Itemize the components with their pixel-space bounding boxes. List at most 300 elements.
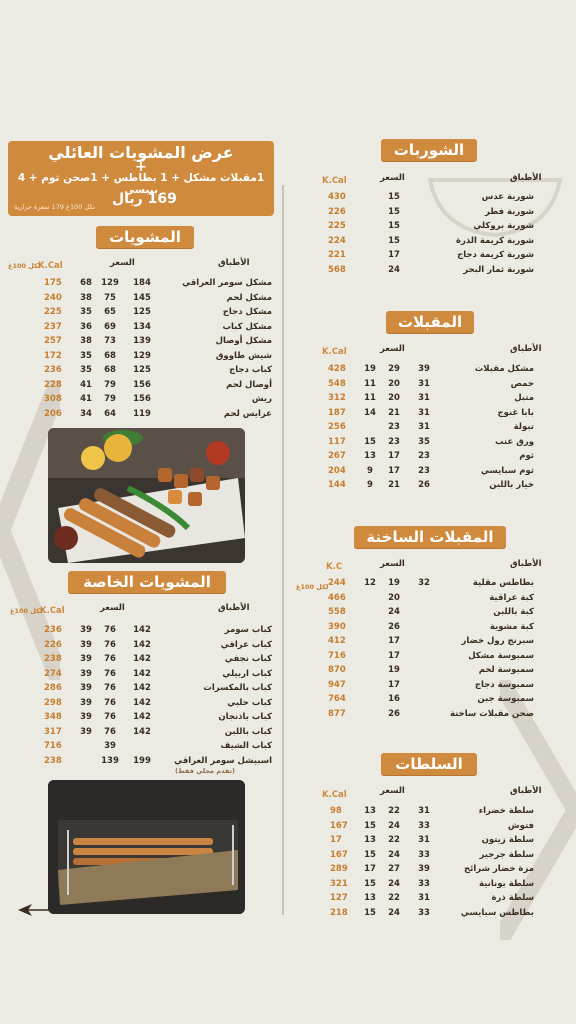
dish-name: ثوم سبايسي: [480, 465, 534, 476]
menu-row: [290, 593, 534, 608]
dish-price: 15: [364, 907, 376, 918]
dish-price: 24: [388, 849, 400, 860]
dish-price: 24: [388, 820, 400, 831]
skewer-display-photo: [48, 780, 245, 914]
dish-kcal: 204: [328, 465, 346, 476]
menu-row: [290, 466, 534, 481]
grill-platter-photo: [48, 428, 245, 563]
dish-name: كباب الشيف: [220, 741, 272, 751]
dish-name: فتوش: [507, 820, 534, 831]
soups-col-kcal: K.Cal: [322, 176, 347, 186]
dish-name: ريش: [251, 394, 272, 404]
dish-price: 64: [104, 408, 116, 419]
dish-price: 11: [364, 393, 376, 403]
dish-kcal: 144: [328, 480, 346, 490]
dish-kcal: 240: [44, 292, 62, 303]
dish-price: 41: [80, 394, 92, 404]
dish-price: 39: [80, 697, 92, 708]
dish-price: 31: [418, 393, 430, 403]
dish-kcal: 187: [328, 407, 346, 418]
dish-price: 142: [133, 639, 151, 650]
dish-price: 39: [80, 712, 92, 722]
dish-price: 13: [364, 835, 376, 845]
salads-col-dishes: الأطباق: [510, 786, 542, 796]
dish-price: 33: [418, 820, 430, 831]
dish-price: 17: [388, 679, 400, 690]
dish-price: 156: [133, 394, 151, 404]
skewer-display-image-icon: [48, 780, 245, 914]
dish-name: مشكل مقبلات: [474, 364, 534, 374]
dish-name: كباب سومر: [224, 625, 272, 635]
dish-price: 39: [104, 741, 116, 751]
dish-price: 142: [133, 726, 151, 737]
special-note: (تقدم محلي فقط): [175, 767, 235, 775]
dish-name: كبة مشوية: [489, 621, 534, 632]
dish-name: عرايس لحم: [223, 408, 272, 419]
soups-list: [290, 192, 534, 279]
dish-price: 22: [388, 806, 400, 816]
soups-col-price: السعر: [380, 173, 405, 183]
menu-row: [10, 322, 272, 337]
dish-price: 16: [388, 694, 400, 704]
dish-price: 15: [364, 878, 376, 889]
dish-price: 17: [388, 650, 400, 661]
dish-name: سلطة خضراء: [478, 806, 534, 816]
dish-kcal: 17: [330, 835, 342, 845]
dish-price: 19: [388, 665, 400, 675]
dish-kcal: 308: [44, 394, 62, 404]
dish-price: 38: [80, 292, 92, 303]
grills-list: [10, 278, 272, 423]
menu-row: [10, 625, 272, 640]
dish-name: سلطة يونانية: [479, 878, 534, 889]
family-grill-offer: [8, 141, 274, 216]
menu-row: [10, 293, 272, 308]
dish-price: 129: [101, 278, 119, 288]
dish-name: كباب نجفي: [224, 654, 272, 664]
menu-row: [10, 654, 272, 669]
dish-kcal: 221: [328, 250, 346, 260]
grills-col-price: السعر: [110, 258, 135, 268]
dish-price: 79: [104, 394, 116, 404]
dish-name: شوربة كريمة دجاج: [457, 250, 534, 260]
menu-row: [290, 636, 534, 651]
dish-kcal: 877: [328, 708, 346, 719]
menu-row: [290, 835, 534, 850]
salads-section-title: السلطات: [381, 753, 477, 775]
menu-row: [10, 307, 272, 322]
dish-price: 20: [388, 592, 400, 603]
special-col-price: السعر: [100, 603, 125, 613]
dish-price: 13: [364, 893, 376, 903]
dish-price: 35: [80, 365, 92, 375]
dish-name: سمبوسة جبن: [477, 694, 534, 704]
appetizers-col-price: السعر: [380, 344, 405, 354]
dish-kcal: 298: [44, 697, 62, 708]
dish-kcal: 548: [328, 378, 346, 389]
salads-col-kcal: K.Cal: [322, 790, 347, 800]
menu-row: [10, 640, 272, 655]
menu-row: [290, 480, 534, 495]
dish-price: 17: [388, 465, 400, 476]
dish-name: خيار باللبن: [489, 480, 534, 490]
dish-name: كبة عراقية: [489, 592, 534, 603]
appetizers-list: [290, 364, 534, 495]
dish-price: 17: [388, 451, 400, 461]
dish-price: 35: [80, 307, 92, 317]
dish-price: 9: [367, 465, 373, 476]
dish-price: 76: [104, 639, 116, 650]
dish-kcal: 412: [328, 636, 346, 646]
dish-name: مشكل سومر العراقي: [182, 278, 272, 288]
dish-kcal: 321: [330, 878, 348, 889]
dish-name: تبولة: [513, 422, 534, 432]
dish-price: 17: [388, 250, 400, 260]
dish-price: 15: [388, 221, 400, 231]
menu-row: [290, 393, 534, 408]
dish-price: 134: [133, 321, 151, 332]
menu-row: [290, 236, 534, 251]
salads-list: [290, 806, 534, 922]
menu-row: [290, 265, 534, 280]
dish-price: 15: [364, 820, 376, 831]
dish-kcal: 716: [44, 741, 62, 751]
dish-kcal: 206: [44, 408, 62, 419]
hot-per100: لكل 100غ: [296, 583, 329, 591]
dish-kcal: 286: [44, 683, 62, 693]
soups-col-dishes: الأطباق: [510, 173, 542, 183]
dish-kcal: 267: [328, 451, 346, 461]
dish-kcal: 764: [328, 694, 346, 704]
dish-price: 39: [80, 726, 92, 737]
offer-title: عرض المشويات العائلي: [48, 143, 234, 162]
dish-name: متبل: [514, 393, 534, 403]
menu-row: [290, 864, 534, 879]
dish-price: 31: [418, 378, 430, 389]
dish-price: 39: [418, 364, 430, 374]
menu-row: [10, 380, 272, 395]
dish-name: مشكل دجاج: [222, 307, 272, 317]
dish-kcal: 127: [330, 893, 348, 903]
decorative-arrow-icon: [18, 903, 54, 917]
hot-appetizers-section-title: المقبلات الساخنة: [354, 526, 506, 548]
dish-price: 23: [388, 422, 400, 432]
dish-price: 199: [133, 755, 151, 766]
dish-kcal: 430: [328, 192, 346, 202]
offer-price: 169 ريال: [112, 191, 177, 207]
dish-kcal: 274: [44, 668, 62, 679]
special-col-dishes: الأطباق: [218, 603, 250, 613]
dish-name: شوربة كريمة الذرة: [455, 235, 534, 246]
dish-price: 75: [104, 292, 116, 303]
dish-price: 19: [388, 578, 400, 588]
dish-kcal: 172: [44, 350, 62, 361]
offer-plus: +: [135, 159, 147, 175]
dish-price: 39: [80, 654, 92, 664]
dish-price: 26: [418, 480, 430, 490]
dish-price: 142: [133, 654, 151, 664]
dish-name: كباب باللبن: [224, 726, 272, 737]
dish-price: 23: [388, 436, 400, 447]
dish-price: 20: [388, 393, 400, 403]
dish-price: 11: [364, 378, 376, 389]
menu-row: [10, 712, 272, 727]
dish-price: 76: [104, 683, 116, 693]
dish-price: 24: [388, 907, 400, 918]
menu-row: [290, 451, 534, 466]
dish-price: 142: [133, 625, 151, 635]
dish-price: 21: [388, 407, 400, 418]
dish-price: 22: [388, 835, 400, 845]
menu-row: [290, 578, 534, 593]
menu-row: [10, 741, 272, 756]
dish-name: ثوم: [519, 451, 534, 461]
dish-price: 15: [364, 436, 376, 447]
dish-price: 36: [80, 321, 92, 332]
dish-kcal: 256: [328, 422, 346, 432]
dish-name: كباب باذنجان: [218, 712, 272, 722]
dish-price: 125: [133, 365, 151, 375]
dish-price: 68: [104, 365, 116, 375]
dish-price: 76: [104, 726, 116, 737]
special-per100: لكل 100غ: [10, 607, 43, 615]
dish-kcal: 244: [328, 578, 346, 588]
dish-name: كباب اربيلي: [222, 668, 272, 679]
dish-kcal: 167: [330, 849, 348, 860]
dish-kcal: 218: [330, 907, 348, 918]
menu-row: [290, 908, 534, 923]
dish-price: 21: [388, 480, 400, 490]
dish-price: 139: [133, 336, 151, 346]
grill-platter-image-icon: [48, 428, 245, 563]
dish-price: 69: [104, 321, 116, 332]
menu-row: [290, 622, 534, 637]
dish-name: شوربة بروكلي: [473, 221, 534, 231]
dish-price: 39: [80, 683, 92, 693]
dish-name: بطاطس سبايسي: [460, 907, 534, 918]
dish-price: 20: [388, 378, 400, 389]
dish-kcal: 348: [44, 712, 62, 722]
dish-name: كباب دجاج: [229, 365, 272, 375]
dish-price: 35: [80, 350, 92, 361]
dish-price: 26: [388, 621, 400, 632]
dish-price: 76: [104, 625, 116, 635]
menu-row: [290, 422, 534, 437]
dish-name: سلطة زيتون: [481, 835, 534, 845]
column-divider: [282, 185, 284, 915]
dish-kcal: 167: [330, 820, 348, 831]
dish-price: 76: [104, 654, 116, 664]
dish-name: شوربة عدس: [481, 192, 534, 202]
menu-row: [290, 437, 534, 452]
special-list: [10, 625, 272, 770]
dish-name: مزة خضار شرائح: [464, 864, 534, 874]
dish-price: 34: [80, 408, 92, 419]
dish-kcal: 226: [44, 639, 62, 650]
dish-price: 125: [133, 307, 151, 317]
dish-price: 76: [104, 668, 116, 679]
menu-row: [290, 207, 534, 222]
dish-name: شوربة ثمار البحر: [463, 264, 534, 275]
dish-price: 68: [104, 350, 116, 361]
dish-kcal: 175: [44, 278, 62, 288]
dish-name: مشكل لحم: [226, 292, 272, 303]
dish-price: 13: [364, 451, 376, 461]
menu-row: [10, 336, 272, 351]
dish-price: 15: [388, 206, 400, 217]
dish-kcal: 289: [330, 864, 348, 874]
hot-col-kcal: K.C: [326, 562, 343, 572]
menu-row: [290, 408, 534, 423]
dish-name: كباب حلبي: [227, 697, 272, 708]
dish-price: 38: [80, 336, 92, 346]
dish-kcal: 236: [44, 365, 62, 375]
dish-price: 156: [133, 379, 151, 390]
dish-kcal: 236: [44, 625, 62, 635]
menu-row: [10, 669, 272, 684]
dish-name: شيش طاووق: [215, 350, 272, 361]
dish-price: 31: [418, 422, 430, 432]
dish-kcal: 225: [44, 307, 62, 317]
dish-kcal: 317: [44, 726, 62, 737]
dish-price: 17: [388, 636, 400, 646]
dish-price: 31: [418, 893, 430, 903]
grills-col-dishes: الأطباق: [218, 258, 250, 268]
dish-price: 73: [104, 336, 116, 346]
appetizers-col-kcal: K.Cal: [322, 347, 347, 357]
dish-kcal: 558: [328, 607, 346, 617]
dish-price: 76: [104, 697, 116, 708]
menu-row: [290, 879, 534, 894]
appetizers-col-dishes: الأطباق: [510, 344, 542, 354]
menu-row: [10, 698, 272, 713]
dish-kcal: 466: [328, 592, 346, 603]
dish-price: 139: [101, 755, 119, 766]
dish-kcal: 870: [328, 665, 346, 675]
dish-price: 17: [364, 864, 376, 874]
special-grills-section-title: المشويات الخاصة: [68, 571, 226, 593]
dish-price: 31: [418, 407, 430, 418]
dish-name: بابا غنوج: [497, 407, 534, 418]
dish-kcal: 428: [328, 364, 346, 374]
dish-price: 39: [80, 625, 92, 635]
dish-kcal: 568: [328, 264, 346, 275]
dish-kcal: 228: [44, 379, 62, 390]
menu-row: [10, 394, 272, 409]
menu-row: [290, 893, 534, 908]
menu-row: [290, 850, 534, 865]
dish-price: 184: [133, 278, 151, 288]
dish-name: مشكل أوصال: [215, 336, 272, 346]
menu-row: [290, 806, 534, 821]
dish-price: 24: [388, 878, 400, 889]
menu-row: [290, 694, 534, 709]
dish-price: 9: [367, 480, 373, 490]
dish-price: 15: [364, 849, 376, 860]
dish-name: أوصال لحم: [226, 379, 272, 390]
dish-price: 22: [388, 893, 400, 903]
dish-price: 32: [418, 578, 430, 588]
dish-name: مشكل كباب: [222, 321, 272, 332]
dish-price: 68: [80, 278, 92, 288]
menu-row: [10, 409, 272, 424]
dish-price: 24: [388, 607, 400, 617]
dish-price: 33: [418, 849, 430, 860]
dish-kcal: 224: [328, 235, 346, 246]
dish-price: 79: [104, 379, 116, 390]
dish-price: 129: [133, 350, 151, 361]
hot-list: [290, 578, 534, 723]
menu-row: [290, 379, 534, 394]
menu-row: [290, 250, 534, 265]
menu-row: [290, 364, 534, 379]
offer-details: 1مقبلات مشكل + 1 بطاطس + 1صحن ثوم + 4 بيبسي: [17, 172, 265, 196]
dish-kcal: 238: [44, 654, 62, 664]
dish-price: 12: [364, 578, 376, 588]
dish-kcal: 390: [328, 621, 346, 632]
dish-price: 29: [388, 364, 400, 374]
dish-price: 19: [364, 364, 376, 374]
dish-kcal: 947: [328, 679, 346, 690]
dish-kcal: 117: [328, 436, 346, 447]
soups-section-title: الشوربات: [381, 139, 477, 161]
dish-price: 13: [364, 806, 376, 816]
dish-price: 14: [364, 407, 376, 418]
dish-kcal: 226: [328, 206, 346, 217]
menu-row: [290, 192, 534, 207]
dish-name: كبة باللبن: [493, 607, 534, 617]
menu-row: [10, 278, 272, 293]
dish-name: اسبيشل سومر العراقي: [174, 755, 272, 766]
dish-kcal: 257: [44, 336, 62, 346]
dish-price: 26: [388, 708, 400, 719]
dish-name: حمص: [510, 378, 534, 389]
dish-price: 41: [80, 379, 92, 390]
dish-name: سلطة جرجير: [479, 849, 534, 860]
menu-row: [10, 727, 272, 742]
dish-kcal: 312: [328, 393, 346, 403]
dish-price: 145: [133, 292, 151, 303]
dish-price: 142: [133, 683, 151, 693]
menu-row: [290, 709, 534, 724]
dish-name: سبرنج رول خضار: [461, 636, 534, 646]
dish-kcal: 716: [328, 650, 346, 661]
menu-row: [290, 821, 534, 836]
menu-row: [290, 221, 534, 236]
dish-name: بطاطس مقلية: [472, 578, 534, 588]
dish-name: شوربة فطر: [484, 206, 534, 217]
dish-price: 27: [388, 864, 400, 874]
menu-row: [10, 683, 272, 698]
dish-price: 142: [133, 668, 151, 679]
dish-price: 15: [388, 235, 400, 246]
menu-row: [10, 351, 272, 366]
dish-kcal: 238: [44, 755, 62, 766]
dish-name: كباب عراقي: [220, 639, 272, 650]
salads-col-price: السعر: [380, 786, 405, 796]
dish-name: ورق عنب: [494, 436, 534, 447]
dish-price: 23: [418, 451, 430, 461]
menu-row: [290, 665, 534, 680]
offer-calories: تكل 100غ 179 سعرة حرارية: [14, 203, 95, 211]
dish-name: سمبوسة دجاج: [474, 679, 534, 690]
dish-name: صحن مقبلات ساخنة: [449, 708, 534, 719]
dish-name: كباب بالمكسرات: [203, 683, 272, 693]
dish-name: سمبوسة مشكل: [468, 650, 534, 661]
dish-price: 119: [133, 408, 151, 419]
dish-price: 33: [418, 878, 430, 889]
dish-price: 142: [133, 697, 151, 708]
